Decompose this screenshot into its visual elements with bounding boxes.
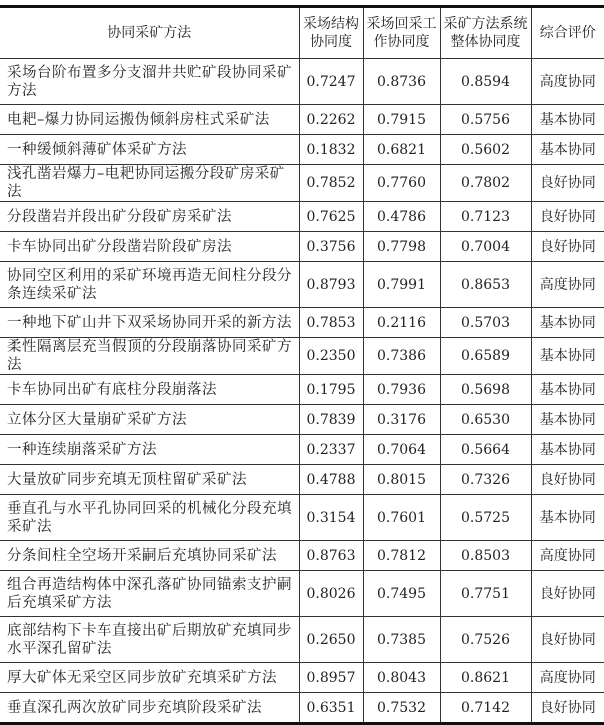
table-row xyxy=(0,435,604,465)
stoping-work-synergy-cell: 0.7760 xyxy=(363,165,440,202)
table-row xyxy=(0,571,604,617)
table-row xyxy=(0,105,604,135)
evaluation-cell: 良好协同 xyxy=(531,165,604,202)
table-row xyxy=(0,262,604,308)
stoping-work-synergy-cell: 0.2116 xyxy=(363,308,440,338)
stoping-work-synergy-cell: 0.7601 xyxy=(363,495,440,541)
stope-structure-synergy-cell: 0.3756 xyxy=(299,232,363,262)
stoping-work-synergy-cell: 0.7064 xyxy=(363,435,440,465)
stoping-work-synergy-cell: 0.8736 xyxy=(363,59,440,105)
evaluation-cell: 良好协同 xyxy=(531,693,604,724)
method-name-cell: 组合再造结构体中深孔落矿协同锚索支护嗣后充填采矿方法 xyxy=(0,571,299,617)
stope-structure-synergy-cell: 0.1795 xyxy=(299,375,363,405)
stoping-work-synergy-cell: 0.7936 xyxy=(363,375,440,405)
system-synergy-cell: 0.5602 xyxy=(440,135,531,165)
evaluation-cell: 良好协同 xyxy=(531,202,604,232)
stope-structure-synergy-cell: 0.3154 xyxy=(299,495,363,541)
method-name-cell: 大量放矿同步充填无顶柱留矿采矿法 xyxy=(0,465,299,495)
stope-structure-synergy-cell: 0.2337 xyxy=(299,435,363,465)
stoping-work-synergy-cell: 0.7812 xyxy=(363,541,440,571)
stope-structure-synergy-cell: 0.2350 xyxy=(299,338,363,375)
evaluation-cell: 基本协同 xyxy=(531,435,604,465)
stope-structure-synergy-cell: 0.1832 xyxy=(299,135,363,165)
header-system-synergy: 采矿方法系统整体协同度 xyxy=(440,7,531,59)
stoping-work-synergy-cell: 0.4786 xyxy=(363,202,440,232)
system-synergy-cell: 0.5703 xyxy=(440,308,531,338)
stope-structure-synergy-cell: 0.6351 xyxy=(299,693,363,724)
evaluation-cell: 高度协同 xyxy=(531,663,604,693)
table-row xyxy=(0,338,604,375)
method-name-cell: 卡车协同出矿分段凿岩阶段矿房法 xyxy=(0,232,299,262)
stope-structure-synergy-cell: 0.2650 xyxy=(299,617,363,663)
system-synergy-cell: 0.6530 xyxy=(440,405,531,435)
system-synergy-cell: 0.7526 xyxy=(440,617,531,663)
table-row xyxy=(0,232,604,262)
system-synergy-cell: 0.7326 xyxy=(440,465,531,495)
method-name-cell: 浅孔凿岩爆力–电耙协同运搬分段矿房采矿法 xyxy=(0,165,299,202)
method-name-cell: 一种连续崩落采矿方法 xyxy=(0,435,299,465)
system-synergy-cell: 0.5664 xyxy=(440,435,531,465)
stope-structure-synergy-cell: 0.7625 xyxy=(299,202,363,232)
system-synergy-cell: 0.6589 xyxy=(440,338,531,375)
system-synergy-cell: 0.7123 xyxy=(440,202,531,232)
method-name-cell: 一种缓倾斜薄矿体采矿方法 xyxy=(0,135,299,165)
stope-structure-synergy-cell: 0.8793 xyxy=(299,262,363,308)
stope-structure-synergy-cell: 0.7853 xyxy=(299,308,363,338)
evaluation-cell: 良好协同 xyxy=(531,465,604,495)
evaluation-cell: 基本协同 xyxy=(531,308,604,338)
table-row xyxy=(0,405,604,435)
stoping-work-synergy-cell: 0.7915 xyxy=(363,105,440,135)
header-evaluation: 综合评价 xyxy=(531,7,604,59)
table-row xyxy=(0,308,604,338)
stope-structure-synergy-cell: 0.7247 xyxy=(299,59,363,105)
method-name-cell: 柔性隔离层充当假顶的分段崩落协同采矿方法 xyxy=(0,338,299,375)
stoping-work-synergy-cell: 0.7991 xyxy=(363,262,440,308)
system-synergy-cell: 0.7004 xyxy=(440,232,531,262)
stoping-work-synergy-cell: 0.7798 xyxy=(363,232,440,262)
method-name-cell: 一种地下矿山井下双采场协同开采的新方法 xyxy=(0,308,299,338)
header-method: 协同采矿方法 xyxy=(0,7,299,59)
table-row xyxy=(0,465,604,495)
method-name-cell: 采场台阶布置多分支溜井共贮矿段协同采矿方法 xyxy=(0,59,299,105)
evaluation-cell: 高度协同 xyxy=(531,262,604,308)
header-stoping-work-synergy: 采场回采工作协同度 xyxy=(363,7,440,59)
stope-structure-synergy-cell: 0.7852 xyxy=(299,165,363,202)
stoping-work-synergy-cell: 0.7495 xyxy=(363,571,440,617)
table-row xyxy=(0,59,604,105)
evaluation-cell: 高度协同 xyxy=(531,59,604,105)
mining-method-synergy-table xyxy=(0,5,604,725)
stoping-work-synergy-cell: 0.8015 xyxy=(363,465,440,495)
stoping-work-synergy-cell: 0.7532 xyxy=(363,693,440,724)
system-synergy-cell: 0.8653 xyxy=(440,262,531,308)
system-synergy-cell: 0.5725 xyxy=(440,495,531,541)
system-synergy-cell: 0.7751 xyxy=(440,571,531,617)
method-name-cell: 底部结构下卡车直接出矿后期放矿充填同步水平深孔留矿法 xyxy=(0,617,299,663)
table-row xyxy=(0,541,604,571)
evaluation-cell: 基本协同 xyxy=(531,375,604,405)
table-row xyxy=(0,617,604,663)
stope-structure-synergy-cell: 0.4788 xyxy=(299,465,363,495)
evaluation-cell: 基本协同 xyxy=(531,405,604,435)
method-name-cell: 垂直深孔两次放矿同步充填阶段采矿法 xyxy=(0,693,299,724)
evaluation-cell: 良好协同 xyxy=(531,617,604,663)
system-synergy-cell: 0.7802 xyxy=(440,165,531,202)
system-synergy-cell: 0.5698 xyxy=(440,375,531,405)
stoping-work-synergy-cell: 0.7385 xyxy=(363,617,440,663)
method-name-cell: 电耙–爆力协同运搬伪倾斜房柱式采矿法 xyxy=(0,105,299,135)
method-name-cell: 垂直孔与水平孔协同回采的机械化分段充填采矿法 xyxy=(0,495,299,541)
evaluation-cell: 高度协同 xyxy=(531,541,604,571)
method-name-cell: 协同空区利用的采矿环境再造无间柱分段分条连续采矿法 xyxy=(0,262,299,308)
stope-structure-synergy-cell: 0.8763 xyxy=(299,541,363,571)
evaluation-cell: 良好协同 xyxy=(531,232,604,262)
table-row xyxy=(0,135,604,165)
header-stope-structure-synergy: 采场结构协同度 xyxy=(299,7,363,59)
system-synergy-cell: 0.8503 xyxy=(440,541,531,571)
stoping-work-synergy-cell: 0.3176 xyxy=(363,405,440,435)
table-row xyxy=(0,375,604,405)
method-name-cell: 立体分区大量崩矿采矿方法 xyxy=(0,405,299,435)
table-row xyxy=(0,693,604,724)
evaluation-cell: 基本协同 xyxy=(531,495,604,541)
evaluation-cell: 良好协同 xyxy=(531,571,604,617)
method-name-cell: 分条间柱全空场开采嗣后充填协同采矿法 xyxy=(0,541,299,571)
method-name-cell: 分段凿岩并段出矿分段矿房采矿法 xyxy=(0,202,299,232)
system-synergy-cell: 0.8621 xyxy=(440,663,531,693)
table-row xyxy=(0,165,604,202)
table-row xyxy=(0,202,604,232)
system-synergy-cell: 0.5756 xyxy=(440,105,531,135)
evaluation-cell: 基本协同 xyxy=(531,135,604,165)
system-synergy-cell: 0.7142 xyxy=(440,693,531,724)
stope-structure-synergy-cell: 0.2262 xyxy=(299,105,363,135)
table-row xyxy=(0,495,604,541)
method-name-cell: 卡车协同出矿有底柱分段崩落法 xyxy=(0,375,299,405)
stoping-work-synergy-cell: 0.7386 xyxy=(363,338,440,375)
system-synergy-cell: 0.8594 xyxy=(440,59,531,105)
stope-structure-synergy-cell: 0.8957 xyxy=(299,663,363,693)
stope-structure-synergy-cell: 0.7839 xyxy=(299,405,363,435)
evaluation-cell: 基本协同 xyxy=(531,338,604,375)
stope-structure-synergy-cell: 0.8026 xyxy=(299,571,363,617)
stoping-work-synergy-cell: 0.6821 xyxy=(363,135,440,165)
method-name-cell: 厚大矿体无采空区同步放矿充填采矿方法 xyxy=(0,663,299,693)
evaluation-cell: 基本协同 xyxy=(531,105,604,135)
stoping-work-synergy-cell: 0.8043 xyxy=(363,663,440,693)
table-row xyxy=(0,663,604,693)
header-row xyxy=(0,7,604,59)
